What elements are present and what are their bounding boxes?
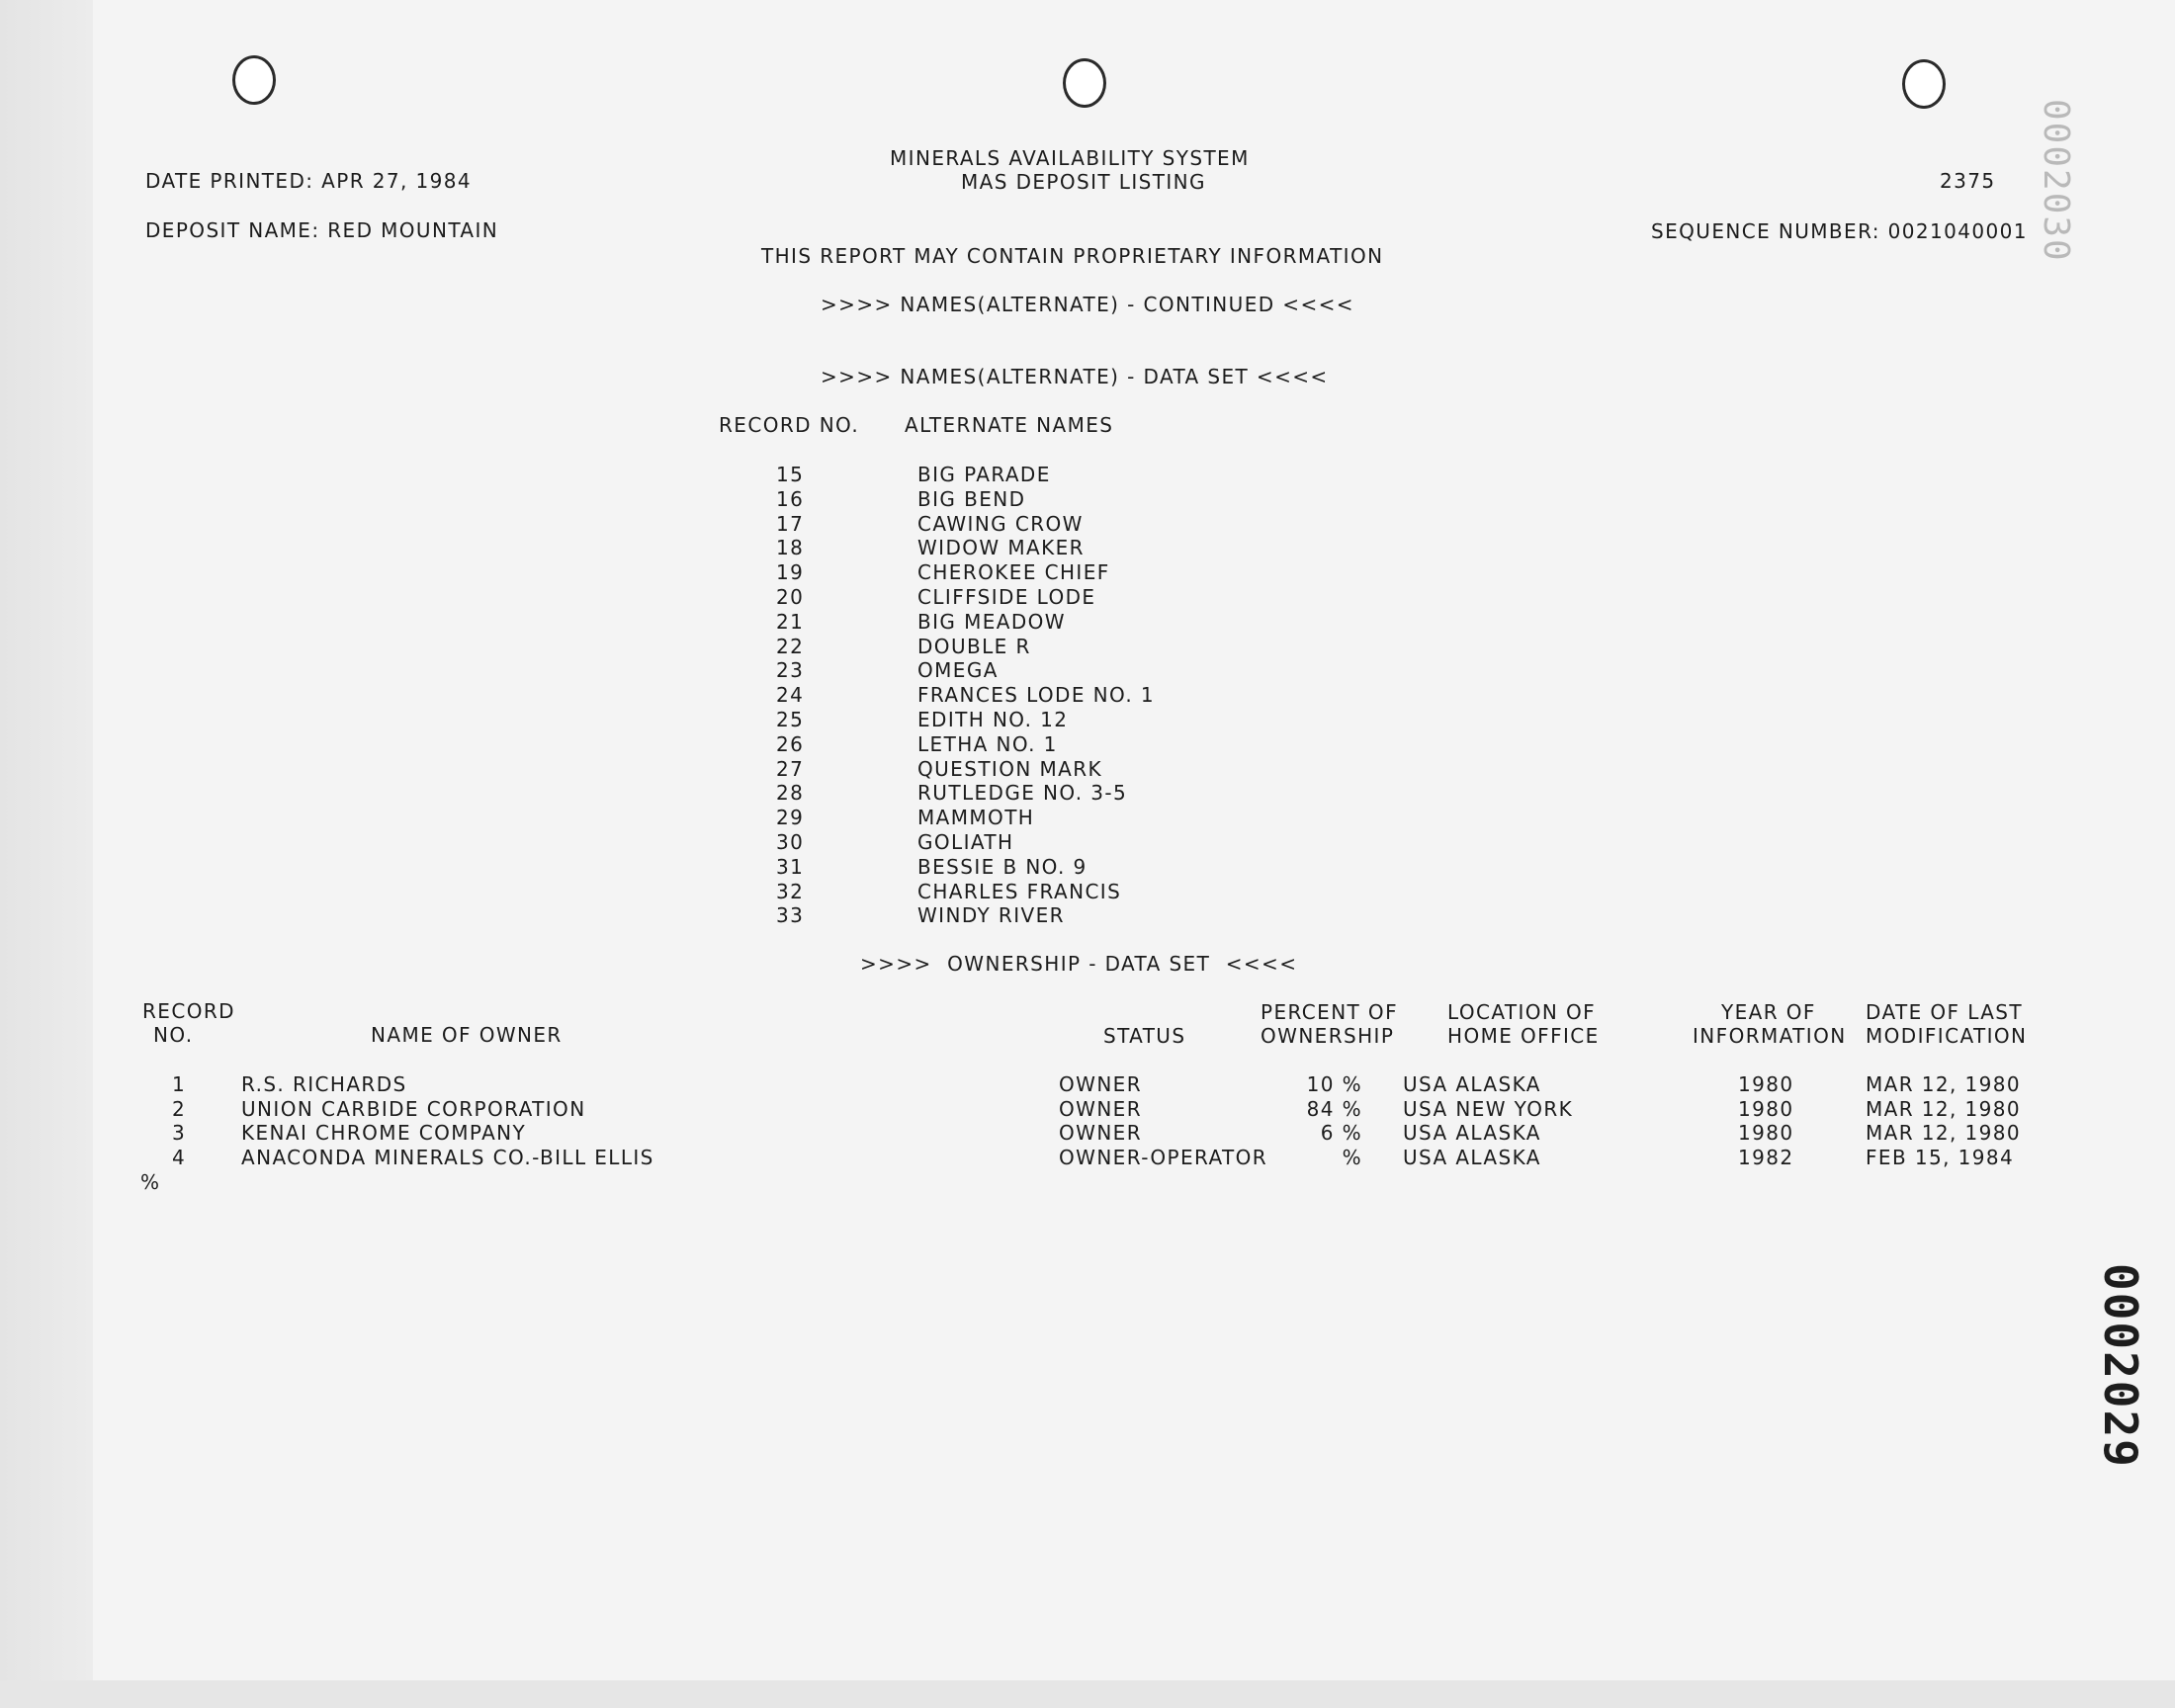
proprietary-notice: THIS REPORT MAY CONTAIN PROPRIETARY INFORMATION [761,244,1384,268]
alternate-name-record-no: 30 [776,830,805,854]
punch-hole-center [1063,58,1106,108]
alternate-name-record-no: 21 [776,610,805,634]
page-bottom-edge [0,1680,2175,1708]
alternate-name: CAWING CROW [917,512,1084,536]
col-header-percent: PERCENT OF [1261,1000,1398,1024]
owner-status: OWNER [1059,1121,1143,1145]
owner-last-modified: MAR 12, 1980 [1866,1072,2022,1096]
alternate-name-record-no: 26 [776,732,805,756]
col-header-information: INFORMATION [1693,1024,1847,1048]
owner-percent: 10 % [1306,1072,1362,1096]
col-header-ownership: OWNERSHIP [1261,1024,1395,1048]
owner-name: KENAI CHROME COMPANY [241,1121,527,1145]
owner-year: 1980 [1738,1097,1794,1121]
end-of-listing-mark: % [140,1170,161,1194]
owner-location: USA NEW YORK [1403,1097,1574,1121]
owner-percent: 6 % [1320,1121,1362,1145]
col-header-location: LOCATION OF [1447,1000,1597,1024]
archive-stamp-top: 0002030 [2036,99,2076,263]
alternate-names-header: ALTERNATE NAMES [905,413,1114,437]
alternate-name: DOUBLE R [917,635,1031,658]
alternate-name-record-no: 32 [776,880,805,903]
alternate-name-record-no: 19 [776,560,805,584]
alternate-name: EDITH NO. 12 [917,708,1069,731]
owner-location: USA ALASKA [1403,1072,1541,1096]
owner-last-modified: MAR 12, 1980 [1866,1121,2022,1145]
sequence-number: SEQUENCE NUMBER: 0021040001 [1651,219,2028,243]
alternate-name: QUESTION MARK [917,757,1103,781]
archive-stamp-bottom: 0002029 [2094,1263,2147,1469]
date-printed: DATE PRINTED: APR 27, 1984 [145,169,473,193]
alternate-names-dataset-heading: >>>> NAMES(ALTERNATE) - DATA SET <<<< [821,365,1329,388]
owner-name: UNION CARBIDE CORPORATION [241,1097,586,1121]
alternate-name-record-no: 17 [776,512,805,536]
page-left-edge [0,0,93,1708]
alternate-name: WIDOW MAKER [917,536,1085,559]
col-header-owner-name: NAME OF OWNER [371,1023,563,1047]
owner-name: R.S. RICHARDS [241,1072,407,1096]
alternate-name-record-no: 33 [776,903,805,927]
punch-hole-right [1902,59,1946,109]
record-no-header: RECORD NO. [719,413,860,437]
alternate-name-record-no: 27 [776,757,805,781]
owner-status: OWNER [1059,1097,1143,1121]
owner-status: OWNER [1059,1072,1143,1096]
owner-name: ANACONDA MINERALS CO.-BILL ELLIS [241,1146,654,1169]
alternate-name: FRANCES LODE NO. 1 [917,683,1155,707]
owner-percent: % [1342,1146,1362,1169]
alternate-name-record-no: 31 [776,855,805,879]
owner-last-modified: FEB 15, 1984 [1866,1146,2015,1169]
ownership-dataset-heading: >>>> OWNERSHIP - DATA SET <<<< [860,952,1298,976]
owner-location: USA ALASKA [1403,1121,1541,1145]
owner-record-no: 3 [172,1121,187,1145]
col-header-home-office: HOME OFFICE [1447,1024,1600,1048]
col-header-modification: MODIFICATION [1866,1024,2028,1048]
alternate-name-record-no: 28 [776,781,805,805]
punch-hole-left [232,55,276,105]
alternate-names-continued-heading: >>>> NAMES(ALTERNATE) - CONTINUED <<<< [821,293,1354,316]
alternate-name-record-no: 15 [776,463,805,486]
alternate-name-record-no: 29 [776,806,805,829]
owner-last-modified: MAR 12, 1980 [1866,1097,2022,1121]
alternate-name: GOLIATH [917,830,1014,854]
owner-location: USA ALASKA [1403,1146,1541,1169]
listing-title: MAS DEPOSIT LISTING [961,170,1206,194]
system-title: MINERALS AVAILABILITY SYSTEM [890,146,1250,170]
alternate-name: CLIFFSIDE LODE [917,585,1096,609]
alternate-name: LETHA NO. 1 [917,732,1058,756]
alternate-name: MAMMOTH [917,806,1035,829]
col-header-year: YEAR OF [1721,1000,1816,1024]
alternate-name: CHEROKEE CHIEF [917,560,1110,584]
alternate-name: RUTLEDGE NO. 3-5 [917,781,1128,805]
alternate-name-record-no: 20 [776,585,805,609]
owner-year: 1982 [1738,1146,1794,1169]
owner-year: 1980 [1738,1072,1794,1096]
owner-status: OWNER-OPERATOR [1059,1146,1268,1169]
owner-record-no: 4 [172,1146,187,1169]
owner-year: 1980 [1738,1121,1794,1145]
deposit-name: DEPOSIT NAME: RED MOUNTAIN [145,218,499,242]
alternate-name: OMEGA [917,658,999,682]
col-header-record: RECORD [142,999,235,1023]
col-header-record-no: NO. [153,1023,194,1047]
alternate-name-record-no: 18 [776,536,805,559]
page-number: 2375 [1940,169,1996,193]
col-header-date-last: DATE OF LAST [1866,1000,2023,1024]
owner-record-no: 2 [172,1097,187,1121]
alternate-name: CHARLES FRANCIS [917,880,1122,903]
owner-record-no: 1 [172,1072,187,1096]
alternate-name-record-no: 25 [776,708,805,731]
alternate-name-record-no: 16 [776,487,805,511]
alternate-name-record-no: 22 [776,635,805,658]
alternate-name-record-no: 24 [776,683,805,707]
alternate-name: WINDY RIVER [917,903,1065,927]
col-header-status: STATUS [1103,1024,1186,1048]
alternate-name: BIG MEADOW [917,610,1066,634]
alternate-name-record-no: 23 [776,658,805,682]
alternate-name: BESSIE B NO. 9 [917,855,1088,879]
alternate-name: BIG BEND [917,487,1026,511]
owner-percent: 84 % [1306,1097,1362,1121]
alternate-name: BIG PARADE [917,463,1051,486]
